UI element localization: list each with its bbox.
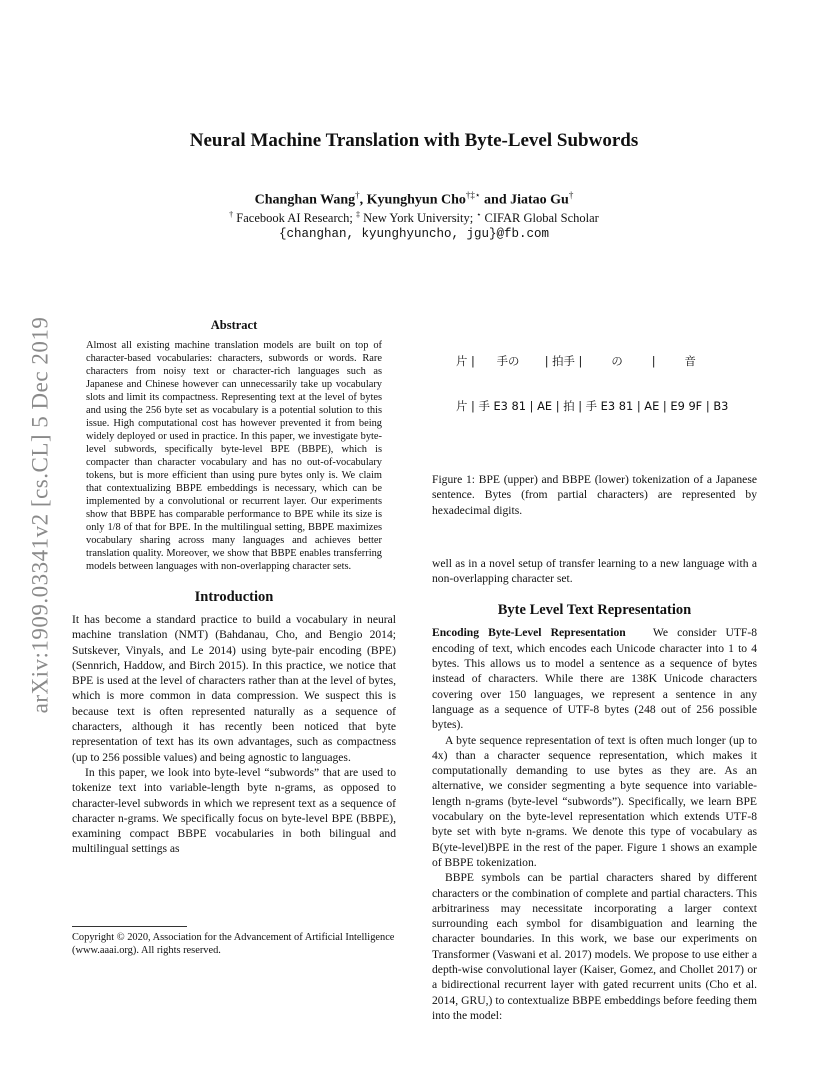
- author-list: Changhan Wang†, Kyunghyun Cho†‡⋆ and Jiatao Gu†: [254, 190, 574, 208]
- author-name: Changhan Wang: [254, 192, 356, 208]
- abstract-text: Almost all existing machine translation models are built on top of character-based vocabularies: characters, subwords or words. Rare characters from noisy text or character-rich languages such as Japanese and Chinese however can unnecessarily take up vocabulary slots and limit its compactness. Representing text at the level of bytes and using the 256 byte set as vocabulary is a potential solution to this issue. High computational cost has however prevented it from being widely deployed or used in practice. In this paper, we investigate byte-level subwords, specifically byte-level BPE (BBPE), which is compacter than character vocabulary and has no out-of-vocabulary tokens, but is more efficient than using pure bytes only is. We claim that contextualizing BBPE embeddings is necessary, which can be implemented by a convolutional or recurrent layer. Our experiments show that BBPE has comparable performance to BPE while its size is only 1/8 of that for BPE. In the multilingual setting, BBPE maximizes vocabulary sharing across many languages and achieves better translation quality. Moreover, we show that BBPE enables transferring models between languages with non-overlapping character sets.: [86, 340, 382, 572]
- affiliation-mark: ‡: [356, 210, 361, 219]
- footnote-rule: [72, 926, 187, 927]
- author-emails: {changhan, kyunghyuncho, jgu}@fb.com: [278, 227, 550, 241]
- author-name: Kyunghyun Cho: [366, 192, 466, 208]
- affiliation-text: New York University;: [360, 211, 477, 226]
- author-conjunction: and: [480, 192, 511, 208]
- byte-level-section-heading: Byte Level Text Representation: [497, 602, 692, 619]
- byte-level-paragraph: [432, 625, 757, 732]
- author-affiliation-mark: †: [355, 190, 360, 200]
- affiliation-mark: †: [229, 210, 234, 219]
- byte-level-paragraph-text: We consider UTF-8 encoding of text, which encodes each Unicode character into 1 to 4 bytes. This allows us to model a sentence as a sequence of bytes instead of characters. While there are 138K Unicode characters covering over 150 languages, we represent a sentence in any language as a sequence of UTF-8 bytes (248 out of 256 possible bytes).: [432, 626, 758, 732]
- run-in-heading: Encoding Byte-Level Representation: [432, 626, 626, 640]
- introduction-heading: Introduction: [194, 589, 274, 605]
- bbpe-token-row: 片 | 手 E3 81 | AE | 拍 | 手 E3 81 | AE | E9 9F | B3: [456, 399, 729, 413]
- continuation-paragraph: well as in a novel setup of transfer learning to a new language with a non-overlapping character set.: [432, 556, 757, 586]
- abstract-heading: Abstract: [210, 318, 258, 332]
- left-column: [72, 318, 396, 857]
- right-column: [432, 318, 757, 1023]
- arxiv-identifier-text: arXiv:1909.03341v2 [cs.CL] 5 Dec 2019: [27, 316, 52, 714]
- introduction-paragraph: It has become a standard practice to build a vocabulary in neural machine translation (NMT) (Bahdanau, Cho, and Bengio 2014; Sutskever, Vinyals, and Le 2014) using byte-pair encoding (BPE) (Sennrich, Haddow, and Birch 2015). In this practice, we notice that BPE is used at the level of characters rather than at the level of bytes, which is more common in data compression. We suspect this is because text is often represented naturally as a sequence of characters, although it has recently been noticed that byte representation of text has its own advantages, such as compactness (up to 256 possible values) and being agnostic to languages.: [72, 613, 396, 764]
- affiliations: [0, 210, 828, 226]
- bpe-token-row: 片 | 手の | 拍手 | の | 音: [456, 354, 696, 368]
- affiliation-mark: ⋆: [476, 210, 482, 219]
- author-affiliation-mark: †‡⋆: [465, 190, 481, 200]
- figure-1-caption: Figure 1: BPE (upper) and BBPE (lower) tokenization of a Japanese sentence. Bytes (from partial characters) are represented by hexadecimal digits.: [432, 473, 757, 517]
- arxiv-identifier-stamp: [22, 290, 58, 740]
- paper-title: Neural Machine Translation with Byte-Level Subwords: [189, 130, 639, 151]
- byte-level-paragraph: A byte sequence representation of text is often much longer (up to 4x) than a character sequence representation, which makes it computationally demanding to use bytes as they are. As an alternative, we consider segmenting a byte sequence into variable-length n-grams (byte-level “subwords”). Specifically, we learn BPE vocabulary on the byte-level representation which extends UTF-8 byte set with byte n-grams. We denote this type of vocabulary as B(yte-level)BPE in the rest of the paper. Figure 1 shows an example of BBPE tokenization.: [432, 733, 757, 869]
- affiliation-text: Facebook AI Research;: [233, 211, 357, 226]
- affiliation-text: CIFAR Global Scholar: [481, 211, 599, 226]
- byte-level-paragraph: BBPE symbols can be partial characters shared by different characters or the combination of complete and partial characters. This arbitrariness may necessitate incorporating a larger context surrounding each symbol for disambiguation and learning the character boundaries. In this work, we base our experiments on Transformer (Vaswani et al. 2017) models. We propose to use either a depth-wise convolutional layer (Kaiser, Gomez, and Chollet 2017) or a bidirectional recurrent layer with gated recurrent units (Cho et al. 2014, GRU,) to contextualize BBPE embeddings before feeding them into the model:: [432, 871, 757, 1022]
- copyright-text: Copyright © 2020, Association for the Advancement of Artificial Intelligence (www.aaai.org). All rights reserved.: [72, 932, 395, 956]
- author-name: Jiatao Gu: [510, 192, 569, 208]
- copyright-footnote: [72, 926, 396, 957]
- author-affiliation-mark: †: [568, 190, 574, 200]
- introduction-paragraph: In this paper, we look into byte-level “subwords” that are used to tokenize text into variable-length byte n-grams, as opposed to character-level subwords in which we represent text as a sequence of character n-grams. We specifically focus on byte-level BPE (BBPE), examining compact BBPE vocabularies in both bilingual and multilingual settings as: [72, 765, 396, 856]
- figure-1-tokenization: [456, 324, 757, 444]
